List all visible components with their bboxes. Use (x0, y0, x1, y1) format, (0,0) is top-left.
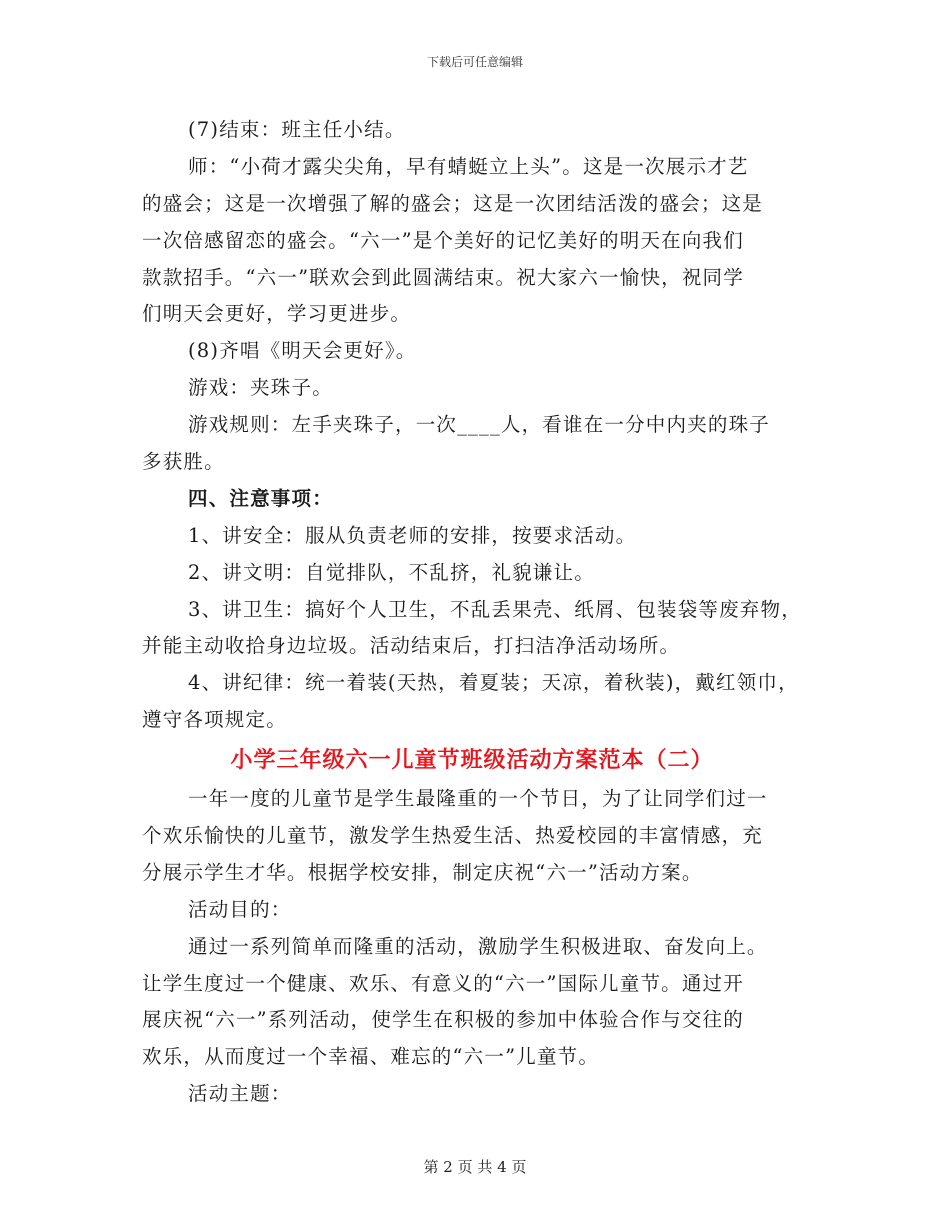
paragraph-line: 展庆祝“六一”系列活动，使学生在积极的参加中体验合作与交往的 (142, 1008, 744, 1032)
paragraph-line: 游戏：夹珠子。 (188, 376, 333, 400)
paragraph-line: 师：“小荷才露尖尖角，早有蜻蜓立上头”。这是一次展示才艺 (188, 154, 749, 178)
body-text-part1 (142, 112, 802, 739)
paragraph-line: 欢乐，从而度过一个幸福、难忘的“六一”儿童节。 (142, 1045, 600, 1069)
document-body (142, 112, 802, 1113)
page-number: 第 2 页 共 4 页 (423, 1158, 527, 1176)
paragraph-line: 2、讲文明：自觉排队，不乱挤，礼貌谦让。 (188, 560, 595, 584)
paragraph-line: 的盛会；这是一次增强了解的盛会；这是一次团结活泼的盛会；这是 (142, 191, 764, 215)
paragraph-line: 活动目的： (188, 897, 292, 921)
paragraph-line: 四、注意事项： (188, 486, 333, 510)
paragraph-line: 多获胜。 (142, 450, 225, 474)
paragraph-line: 一次倍感留恋的盛会。“六一”是个美好的记忆美好的明天在向我们 (142, 228, 744, 252)
body-text-part2 (142, 781, 802, 1113)
paragraph-line: 并能主动收拾身边垃圾。活动结束后，打扫洁净活动场所。 (142, 634, 681, 658)
paragraph-line: (7)结束：班主任小结。 (188, 118, 406, 141)
paragraph-line: 个欢乐愉快的儿童节，激发学生热爱生活、热爱校园的丰富情感，充 (142, 824, 764, 848)
paragraph-line: 4、讲纪律：统一着装(天热，着夏装；天凉，着秋装)，戴红领巾， (188, 671, 799, 695)
header-note: 下载后可任意编辑 (426, 55, 523, 69)
paragraph-line: (8)齐唱《明天会更好》。 (188, 339, 417, 363)
paragraph-line: 3、讲卫生：搞好个人卫生，不乱丢果壳、纸屑、包装袋等废弃物， (188, 597, 802, 621)
section-title: 小学三年级六一儿童节班级活动方案范本（二） (230, 747, 714, 774)
paragraph-line: 一年一度的儿童节是学生最隆重的一个节日，为了让同学们过一 (188, 787, 768, 811)
paragraph-line: 通过一系列简单而隆重的活动，激励学生积极进取、奋发向上。 (188, 934, 768, 958)
paragraph-line: 1、讲安全：服从负责老师的安排，按要求活动。 (188, 523, 637, 547)
paragraph-line: 遵守各项规定。 (142, 708, 287, 732)
paragraph-line: 款款招手。“六一”联欢会到此圆满结束。祝大家六一愉快，祝同学 (142, 265, 744, 289)
paragraph-line: 让学生度过一个健康、欢乐、有意义的“六一”国际儿童节。通过开 (142, 971, 744, 995)
paragraph-line: 活动主题： (188, 1082, 292, 1106)
paragraph-line: 游戏规则：左手夹珠子，一次____人，看谁在一分中内夹的珠子 (188, 413, 771, 437)
paragraph-line: 分展示学生才华。根据学校安排，制定庆祝“六一”活动方案。 (142, 860, 703, 884)
paragraph-line: 们明天会更好，学习更进步。 (142, 302, 412, 326)
